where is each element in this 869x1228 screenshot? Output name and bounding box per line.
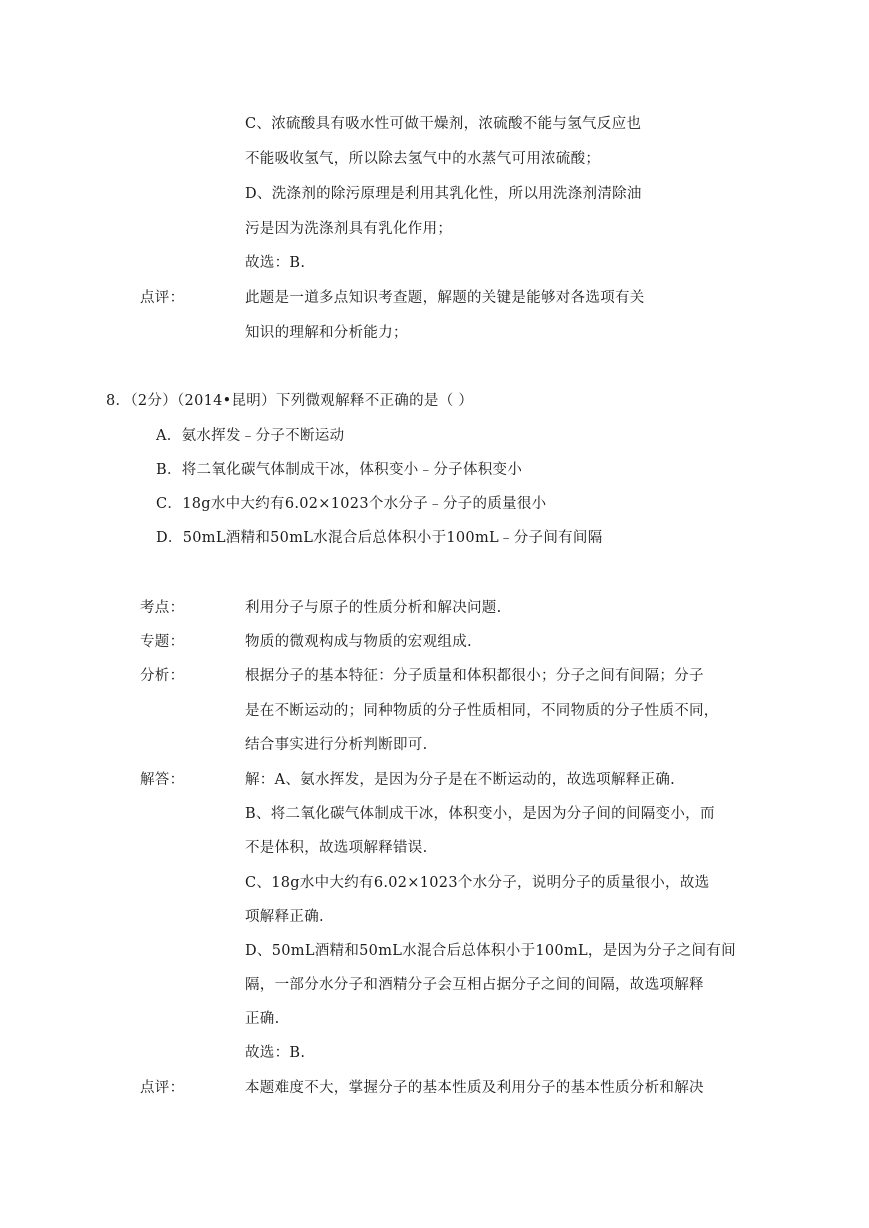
prev-comment-label: 点评： [140,290,185,306]
prev-answer-line: 故选：B. [245,255,306,271]
jieda-label: 解答： [140,772,185,788]
jieda-line: 隔，一部分水分子和酒精分子会互相占据分子之间的间隔，故选项解释 [245,977,704,993]
question-option-c: C．18g水中大约有6.02×1023个水分子﹣分子的质量很小 [156,496,547,512]
fenxi-line: 结合事实进行分析判断即可. [245,737,428,753]
kaodian-text: 利用分子与原子的性质分析和解决问题. [245,600,502,616]
jieda-line: 解：A、氨水挥发，是因为分子是在不断运动的，故选项解释正确. [245,772,676,788]
question-option-b: B．将二氧化碳气体制成干冰，体积变小﹣分子体积变小 [156,462,523,478]
jieda-line: 项解释正确. [245,909,324,925]
prev-answer-line: 不能吸收氢气，所以除去氢气中的水蒸气可用浓硫酸； [245,151,601,167]
question-option-d: D．50mL酒精和50mL水混合后总体积小于100mL﹣分子间有间隔 [156,530,603,546]
jieda-line: 不是体积，故选项解释错误. [245,840,428,856]
dianping-line: 本题难度不大，掌握分子的基本性质及利用分子的基本性质分析和解决 [245,1080,704,1096]
dianping-label: 点评： [140,1080,185,1096]
prev-answer-line: D、洗涤剂的除污原理是利用其乳化性，所以用洗涤剂清除油 [245,186,642,202]
question-stem: 8．（2分）（2014•昆明）下列微观解释不正确的是（ ） [106,393,474,409]
fenxi-line: 是在不断运动的；同种物质的分子性质相同，不同物质的分子性质不同， [245,703,719,719]
zhuanti-label: 专题： [140,634,185,650]
fenxi-line: 根据分子的基本特征：分子质量和体积都很小；分子之间有间隔；分子 [245,668,704,684]
jieda-line: B、将二氧化碳气体制成干冰，体积变小，是因为分子间的间隔变小，而 [245,806,715,822]
jieda-line: 故选：B. [245,1045,306,1061]
fenxi-label: 分析： [140,668,185,684]
prev-comment-line: 知识的理解和分析能力； [245,325,408,341]
prev-answer-line: 污是因为洗涤剂具有乳化作用； [245,221,453,237]
jieda-line: D、50mL酒精和50mL水混合后总体积小于100mL，是因为分子之间有间 [245,943,736,959]
kaodian-label: 考点： [140,600,185,616]
prev-answer-line: C、浓硫酸具有吸水性可做干燥剂，浓硫酸不能与氢气反应也 [245,116,642,132]
jieda-line: 正确. [245,1011,280,1027]
jieda-line: C、18g水中大约有6.02×1023个水分子，说明分子的质量很小，故选 [245,875,710,891]
zhuanti-text: 物质的微观构成与物质的宏观组成. [245,634,472,650]
question-option-a: A．氨水挥发﹣分子不断运动 [156,428,345,444]
prev-comment-line: 此题是一道多点知识考查题，解题的关键是能够对各选项有关 [245,290,645,306]
